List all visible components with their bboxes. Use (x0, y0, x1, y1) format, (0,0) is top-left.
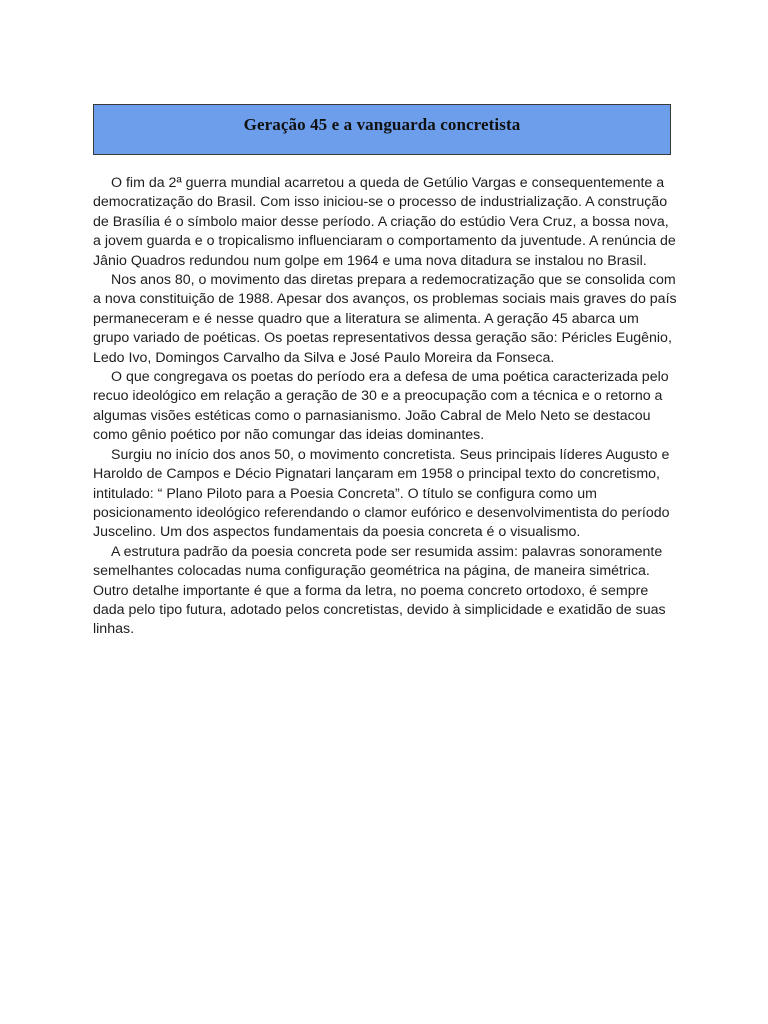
document-body (93, 174, 677, 640)
document-title: Geração 45 e a vanguarda concretista (243, 115, 521, 134)
paragraph-2: Nos anos 80, o movimento das diretas prepara a redemocratização que se consolida com a nova constituição de 1988. Apesar dos avanços, os problemas sociais mais graves do país permaneceram e é nesse quadro que a literatura se alimenta. A geração 45 abarca um grupo variado de poéticas. Os poetas representativos dessa geração são: Péricles Eugênio, Ledo Ivo, Domingos Carvalho da Silva e José Paulo Moreira da Fonseca. (93, 272, 677, 366)
paragraph-4: Surgiu no início dos anos 50, o movimento concretista. Seus principais líderes Augusto e Haroldo de Campos e Décio Pignatari lançaram em 1958 o principal texto do concretismo, intitulado: “ Plano Piloto para a Poesia Concreta”. O título se configura como um posicionamento ideológico referendando o clamor eufórico e desenvolvimentista do período Juscelino. Um dos aspectos fundamentais da poesia concreta é o visualismo. (93, 446, 670, 541)
paragraph-1: O fim da 2ª guerra mundial acarretou a queda de Getúlio Vargas e consequentemente a democratização do Brasil. Com isso iniciou-se o processo de industrialização. A construção de Brasília é o símbolo maior desse período. A criação do estúdio Vera Cruz, a bossa nova, a jovem guarda e o tropicalismo influenciaram o comportamento da juventude. A renúncia de Jânio Quadros redundou num golpe em 1964 e uma nova ditadura se instalou no Brasil. (93, 175, 676, 269)
title-box (93, 104, 671, 155)
paragraph-5: A estrutura padrão da poesia concreta pode ser resumida assim: palavras sonoramente semelhantes colocadas numa configuração geométrica na página, de maneira simétrica. Outro detalhe importante é que a forma da letra, no poema concreto ortodoxo, é sempre dada pelo tipo futura, adotado pelos concretistas, devido à simplicidade e exatidão de suas linhas. (93, 543, 666, 638)
paragraph-3: O que congregava os poetas do período era a defesa de uma poética caracterizada pelo recuo ideológico em relação a geração de 30 e a preocupação com a técnica e o retorno a algumas visões estéticas como o parnasianismo. João Cabral de Melo Neto se destacou como gênio poético por não comungar das ideias dominantes. (93, 369, 669, 444)
